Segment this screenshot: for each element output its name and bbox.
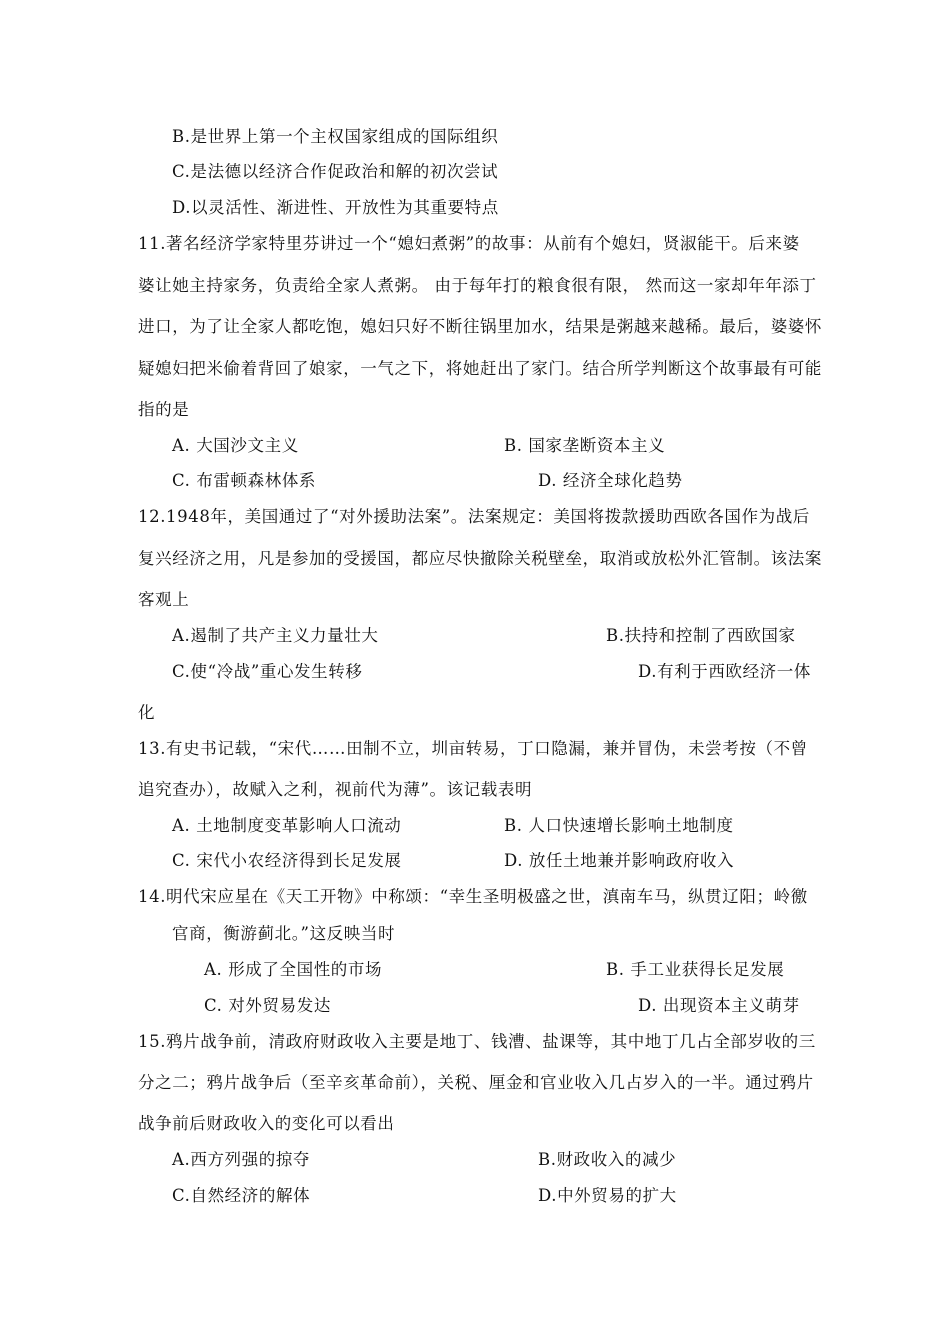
q14-stem-line-1: 14.明代宋应星在《天工开物》中称颂：“幸生圣明极盛之世，滇南车马，纵贯辽阳；岭徼 <box>138 887 808 906</box>
q15-option-b: B.财政收入的减少 <box>538 1150 677 1169</box>
q13-stem-line-2: 追究查办），故赋入之利，视前代为薄”。该记载表明 <box>138 780 533 799</box>
q11-stem-line-5: 指的是 <box>138 400 190 419</box>
q15-option-d: D.中外贸易的扩大 <box>538 1186 677 1205</box>
q13-option-d: D. 放任土地兼并影响政府收入 <box>504 851 735 870</box>
q14-stem-line-2: 官商，衡游蓟北。”这反映当时 <box>172 924 396 943</box>
q12-option-d-overflow: 化 <box>138 703 156 722</box>
prev-option-b: B.是世界上第一个主权国家组成的国际组织 <box>172 127 499 146</box>
prev-option-d: D.以灵活性、渐进性、开放性为其重要特点 <box>172 198 499 217</box>
q15-stem-line-1: 15.鸦片战争前，清政府财政收入主要是地丁、钱漕、盐课等，其中地丁几占全部岁收的三 <box>138 1032 816 1051</box>
q14-option-b: B. 手工业获得长足发展 <box>606 960 785 979</box>
q12-option-b: B.扶持和控制了西欧国家 <box>606 626 796 645</box>
q15-option-a: A.西方列强的掠夺 <box>172 1150 311 1169</box>
q13-option-b: B. 人口快速增长影响土地制度 <box>504 816 734 835</box>
q14-option-c: C. 对外贸易发达 <box>204 996 331 1015</box>
q11-option-d: D. 经济全球化趋势 <box>538 471 683 490</box>
q12-stem-line-2: 复兴经济之用，凡是参加的受援国，都应尽快撤除关税壁垒，取消或放松外汇管制。该法案 <box>138 549 822 568</box>
q12-option-c: C.使“冷战”重心发生转移 <box>172 662 363 681</box>
q11-stem-line-3: 进口，为了让全家人都吃饱，媳妇只好不断往锅里加水，结果是粥越来越稀。最后，婆婆怀 <box>138 317 822 336</box>
q13-option-c: C. 宋代小农经济得到长足发展 <box>172 851 402 870</box>
q11-option-a: A. 大国沙文主义 <box>172 436 299 455</box>
q15-stem-line-2: 分之二；鸦片战争后（至辛亥革命前），关税、厘金和官业收入几占岁入的一半。通过鸦片 <box>138 1073 814 1092</box>
q12-option-a: A.遏制了共产主义力量壮大 <box>172 626 379 645</box>
q11-stem-line-1: 11.著名经济学家特里芬讲过一个“媳妇煮粥”的故事：从前有个媳妇，贤淑能干。后来婆 <box>138 234 800 253</box>
q11-stem-line-2: 婆让她主持家务，负责给全家人煮粥。 由于每年打的粮食很有限， 然而这一家却年年添丁 <box>138 276 817 295</box>
q11-option-b: B. 国家垄断资本主义 <box>504 436 666 455</box>
q14-option-d: D. 出现资本主义萌芽 <box>638 996 800 1015</box>
q12-stem-line-3: 客观上 <box>138 590 190 609</box>
q13-stem-line-1: 13.有史书记载，“宋代……田制不立，圳亩转易，丁口隐漏，兼并冒伪，未尝考按（不曾 <box>138 739 808 758</box>
prev-option-c: C.是法德以经济合作促政治和解的初次尝试 <box>172 162 499 181</box>
q15-option-c: C.自然经济的解体 <box>172 1186 311 1205</box>
q12-option-d: D.有利于西欧经济一体 <box>638 662 811 681</box>
q11-stem-line-4: 疑媳妇把米偷着背回了娘家，一气之下，将她赶出了家门。结合所学判断这个故事最有可能 <box>138 359 822 378</box>
q11-option-c: C. 布雷顿森林体系 <box>172 471 317 490</box>
q13-option-a: A. 土地制度变革影响人口流动 <box>172 816 402 835</box>
q15-stem-line-3: 战争前后财政收入的变化可以看出 <box>138 1114 395 1133</box>
q14-option-a: A. 形成了全国性的市场 <box>204 960 383 979</box>
q12-stem-line-1: 12.1948年，美国通过了“对外援助法案”。法案规定：美国将拨款援助西欧各国作为战后 <box>138 507 810 526</box>
